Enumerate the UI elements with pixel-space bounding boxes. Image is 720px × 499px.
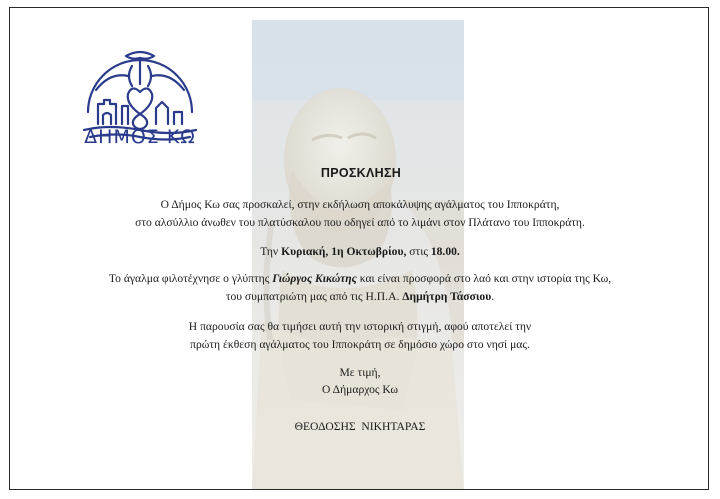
- closing-line-2: Ο Δήμαρχος Κω: [322, 383, 398, 396]
- paragraph-2-line-1: Το άγαλμα φιλοτέχνησε ο γλύπτης Γιώργος Κικώτης και είναι προσφορά στο λαό και στην ιστορία της Κω,: [108, 272, 612, 285]
- invitation-title: ΠΡΟΣΚΛΗΣΗ: [320, 166, 402, 180]
- sculptor-name: Γιώργος Κικώτης: [272, 272, 357, 285]
- paragraph-3-line-2: πρώτη έκθεση αγάλματος του Ιπποκράτη σε δημόσιο χώρο στο νησί μας.: [190, 338, 530, 351]
- municipality-name: ΔΗΜΟΣ ΚΩ: [84, 126, 196, 148]
- paragraph-3-line-1: Η παρουσία σας θα τιμήσει αυτή την ιστορική στιγμή, αφού αποτελεί την: [188, 320, 532, 333]
- closing-line-1: Με τιμή,: [339, 366, 381, 379]
- event-day: Κυριακή, 1η Οκτωβρίου,: [281, 245, 407, 258]
- donor-name: Δημήτρη Τάσσιου: [402, 290, 492, 303]
- event-date-line: [10, 244, 709, 259]
- event-date: 1η Οκτωβρίου,: [331, 245, 407, 258]
- invitation-frame: [9, 7, 709, 490]
- date-prefix: Την: [260, 245, 279, 258]
- event-time: 18.00.: [430, 245, 460, 258]
- date-mid: στις: [409, 245, 428, 258]
- mayor-signature-name: ΘΕΟΔΟΣΗΣ ΝΙΚΗΤΑΡΑΣ: [294, 420, 426, 433]
- paragraph-2-line-2: του συμπατριώτη μας από τις Η.Π.Α. Δημήτρη Τάσσιου.: [225, 290, 495, 303]
- paragraph-1-line-2: στο αλσύλλιο άνωθεν του πλατύσκαλου που οδηγεί από το λιμάνι στον Πλάτανο του Ιπποκράτη.: [135, 216, 585, 229]
- paragraph-1-line-1: Ο Δήμος Κω σας προσκαλεί, στην εκδήλωση αποκάλυψης αγάλματος του Ιπποκράτη,: [160, 198, 560, 211]
